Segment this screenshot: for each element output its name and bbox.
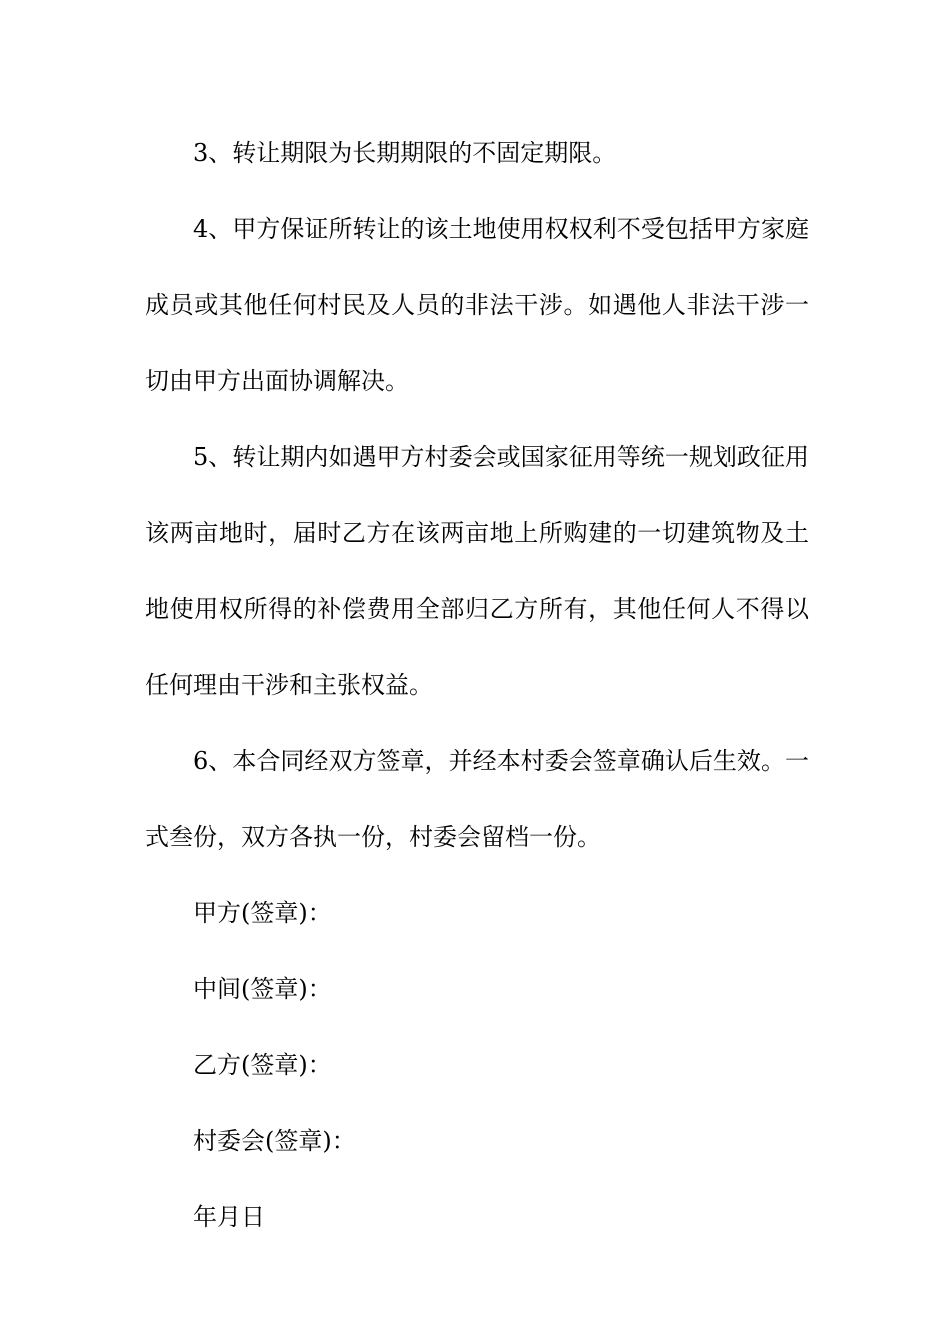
clause-3: 3、转让期限为长期期限的不固定期限。 (193, 139, 617, 167)
clause-4: 4、甲方保证所转让的该土地使用权权利不受包括甲方家庭成员或其他任何村民及人员的非法干涉。如遇他人非法干涉一切由甲方出面协调解决。 (145, 215, 809, 395)
document-body (145, 115, 809, 1255)
signature-intermediary: 中间(签章)： (193, 975, 332, 1003)
signature-party-b: 乙方(签章)： (193, 1051, 332, 1079)
signature-block (145, 875, 809, 1255)
clause-6: 6、本合同经双方签章，并经本村委会签章确认后生效。一式叁份，双方各执一份，村委会留档一份。 (145, 747, 809, 851)
signature-date: 年月日 (193, 1203, 265, 1231)
signature-party-a: 甲方(签章)： (193, 899, 332, 927)
clause-5: 5、转让期内如遇甲方村委会或国家征用等统一规划政征用该两亩地时，届时乙方在该两亩地上所购建的一切建筑物及土地使用权所得的补偿费用全部归乙方所有，其他任何人不得以任何理由干涉和主张权益。 (145, 443, 809, 699)
signature-village-committee: 村委会(签章)： (193, 1127, 356, 1155)
